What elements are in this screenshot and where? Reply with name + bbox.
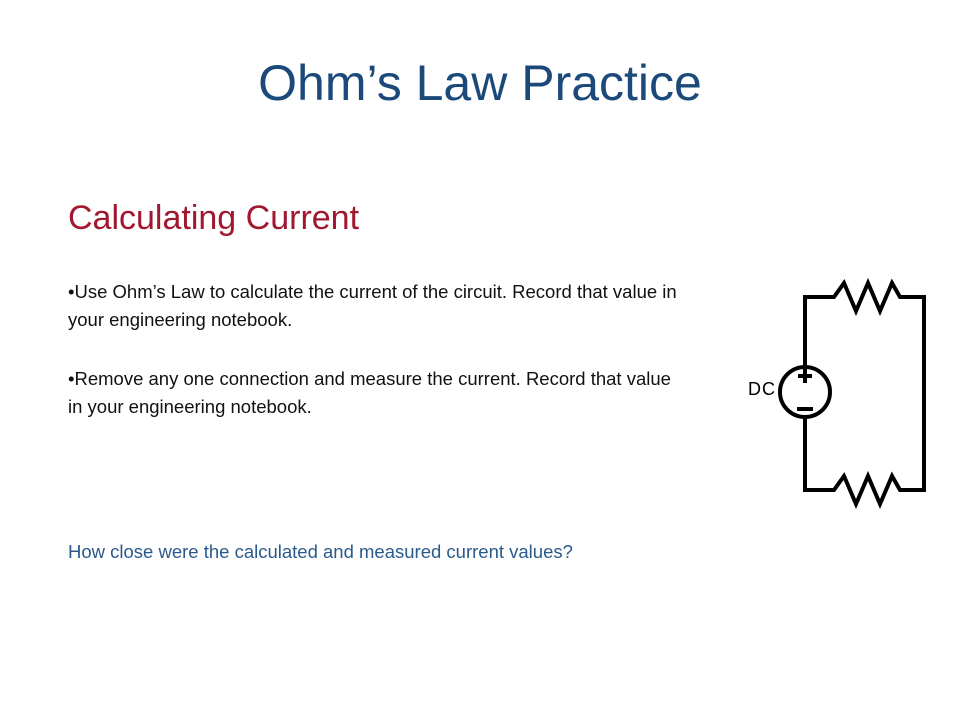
top-resistor bbox=[805, 283, 924, 311]
slide-subtitle: Calculating Current bbox=[68, 199, 360, 237]
bullet-measure-current: •Remove any one connection and measure the current. Record that value in your engineering notebook. bbox=[68, 368, 671, 417]
question-text: How close were the calculated and measured current values? bbox=[68, 541, 573, 562]
dc-source-label: DC bbox=[748, 379, 776, 399]
bottom-resistor bbox=[805, 476, 924, 504]
slide-title: Ohm’s Law Practice bbox=[258, 55, 702, 111]
bullet-calculate-current: •Use Ohm’s Law to calculate the current of the circuit. Record that value in your engineering notebook. bbox=[68, 281, 677, 330]
circuit-schematic bbox=[740, 275, 940, 515]
